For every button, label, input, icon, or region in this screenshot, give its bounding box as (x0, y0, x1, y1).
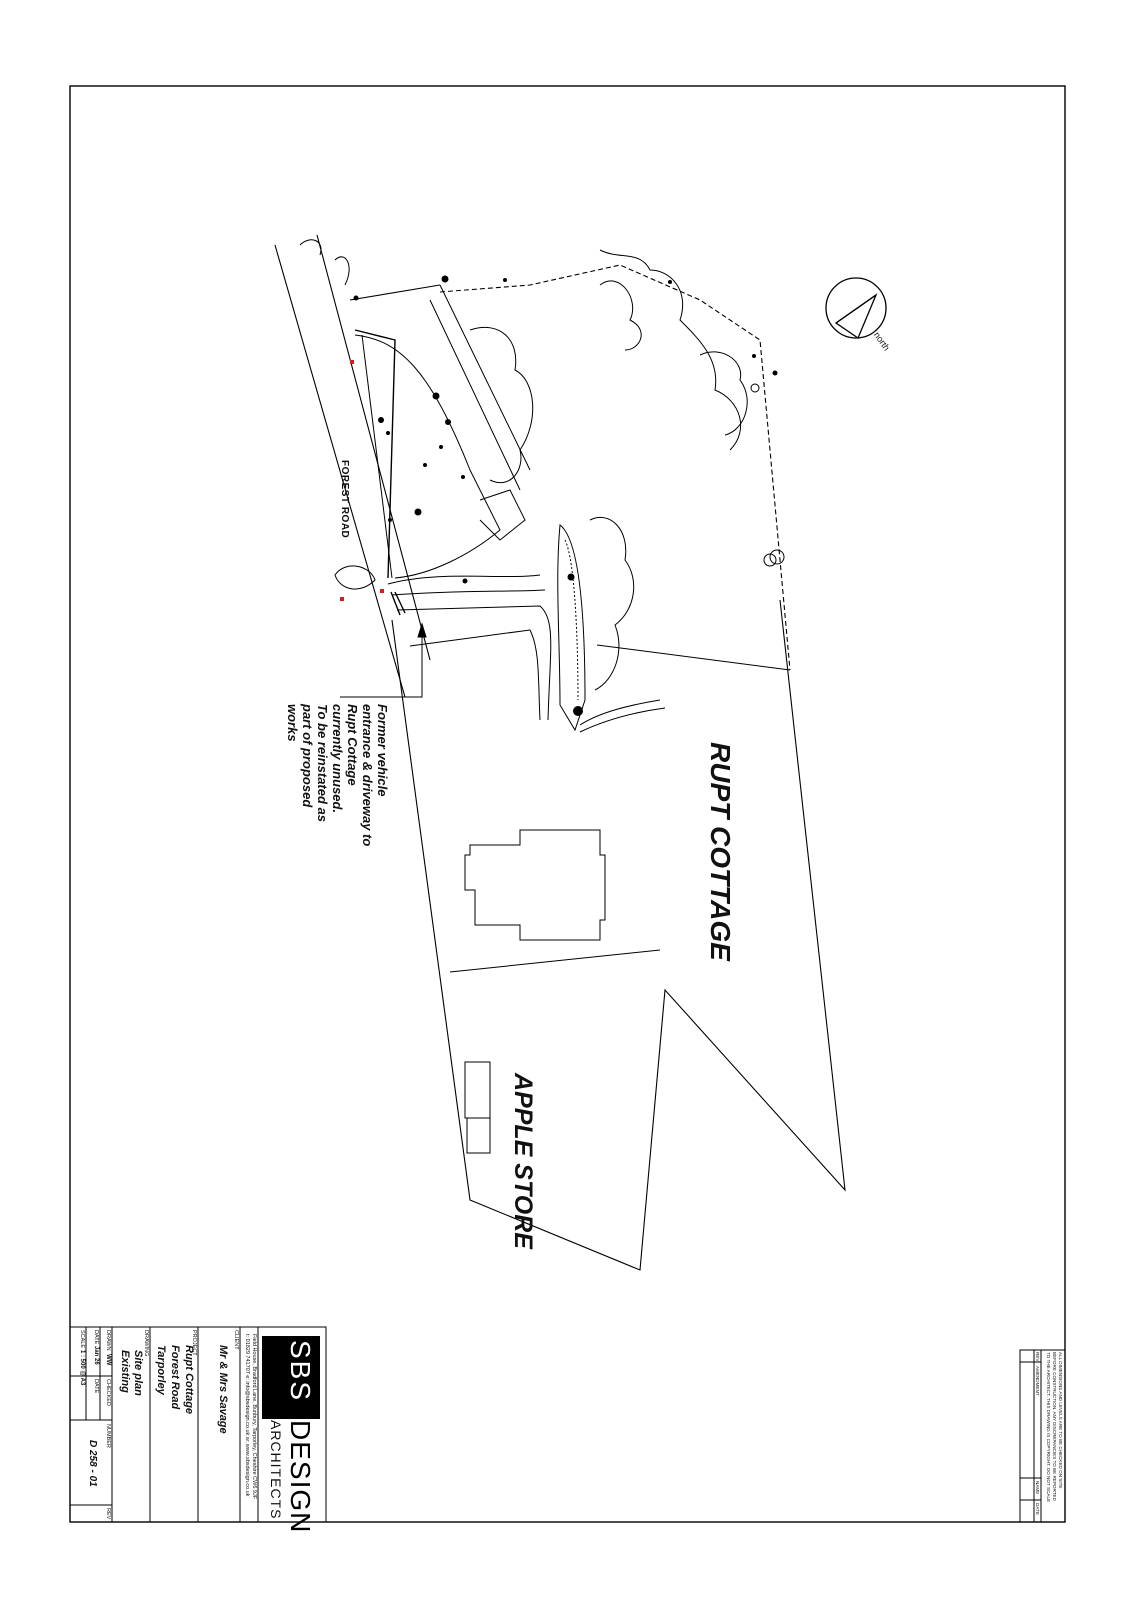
note-line: To be reinstated as (315, 704, 330, 822)
project-line: Rupt Cottage (183, 1345, 195, 1415)
project-line: Tarporley (155, 1345, 167, 1395)
practice-contact: t: 01829 741707 e: info@sbsdesign.co.uk w: www.sbsdesign.co.uk (244, 1334, 250, 1497)
date2-label: DATE (93, 1379, 99, 1394)
project-label: PROJECT (191, 1330, 197, 1356)
note-line: Rupt Cottage (345, 704, 360, 786)
rupt-cottage-label: RUPT COTTAGE (705, 742, 736, 961)
revision-amendment-col: AMENDMENT (1035, 1366, 1040, 1396)
logo-architects: ARCHITECTS (268, 1420, 284, 1520)
note-line: Former vehicle (375, 704, 390, 797)
scale-label: SCALE (79, 1330, 85, 1349)
note-line: part of proposed (300, 704, 315, 808)
revision-date-col: DATE (1035, 1503, 1040, 1515)
client-label: CLIENT (233, 1330, 239, 1350)
date-value: Jan 26 (93, 1346, 99, 1365)
revision-note: TO THE ARCHITECT. THIS DRAWING IS COPYRIGHT. DO NOT SCALE (1046, 1352, 1051, 1503)
note-line: works (285, 704, 300, 742)
drawing-number: D 258 - 01 (87, 1440, 98, 1487)
number-label: NUMBER (105, 1424, 111, 1448)
client-value: Mr & Mrs Savage (217, 1345, 229, 1434)
revision-rev-col: REV (1035, 1352, 1040, 1362)
revision-note: ALL DIMENSIONS AND LEVELS ARE TO BE CHECKED ON SITE (1058, 1352, 1063, 1489)
note-line: entrance & driveway to (360, 704, 375, 847)
logo-sbs: SBS (285, 1340, 316, 1403)
drawn-value: WW (105, 1354, 111, 1366)
date-label: DATE (93, 1330, 99, 1345)
drawing-line: Site plan (132, 1350, 144, 1396)
drawn-label: DRAWN (105, 1330, 111, 1351)
revision-name-col: NAME (1035, 1481, 1040, 1495)
rev-label: REV (105, 1508, 111, 1520)
note-line: currently unused. (330, 704, 345, 814)
project-line: Forest Road (169, 1345, 181, 1410)
revision-note: BEFORE CONSTRUCTION. ANY DISCREPANCIES TO BE REPORTED (1052, 1352, 1057, 1501)
logo-design: DESIGN (285, 1420, 316, 1534)
drawing-line: Existing (119, 1350, 131, 1393)
drawing-label: DRAWING (143, 1330, 149, 1357)
checked-label: CHECKED (105, 1379, 111, 1406)
road-label: FOREST ROAD (339, 460, 350, 539)
apple-store-label: APPLE STORE (509, 1073, 537, 1249)
north-label: north (871, 330, 892, 353)
practice-address: Field House, Bradford Lane, Bunbury, Tarporley, Cheshire CW6 9JF (251, 1334, 257, 1500)
scale-value: 1 : 500 @ A3 (79, 1350, 85, 1386)
